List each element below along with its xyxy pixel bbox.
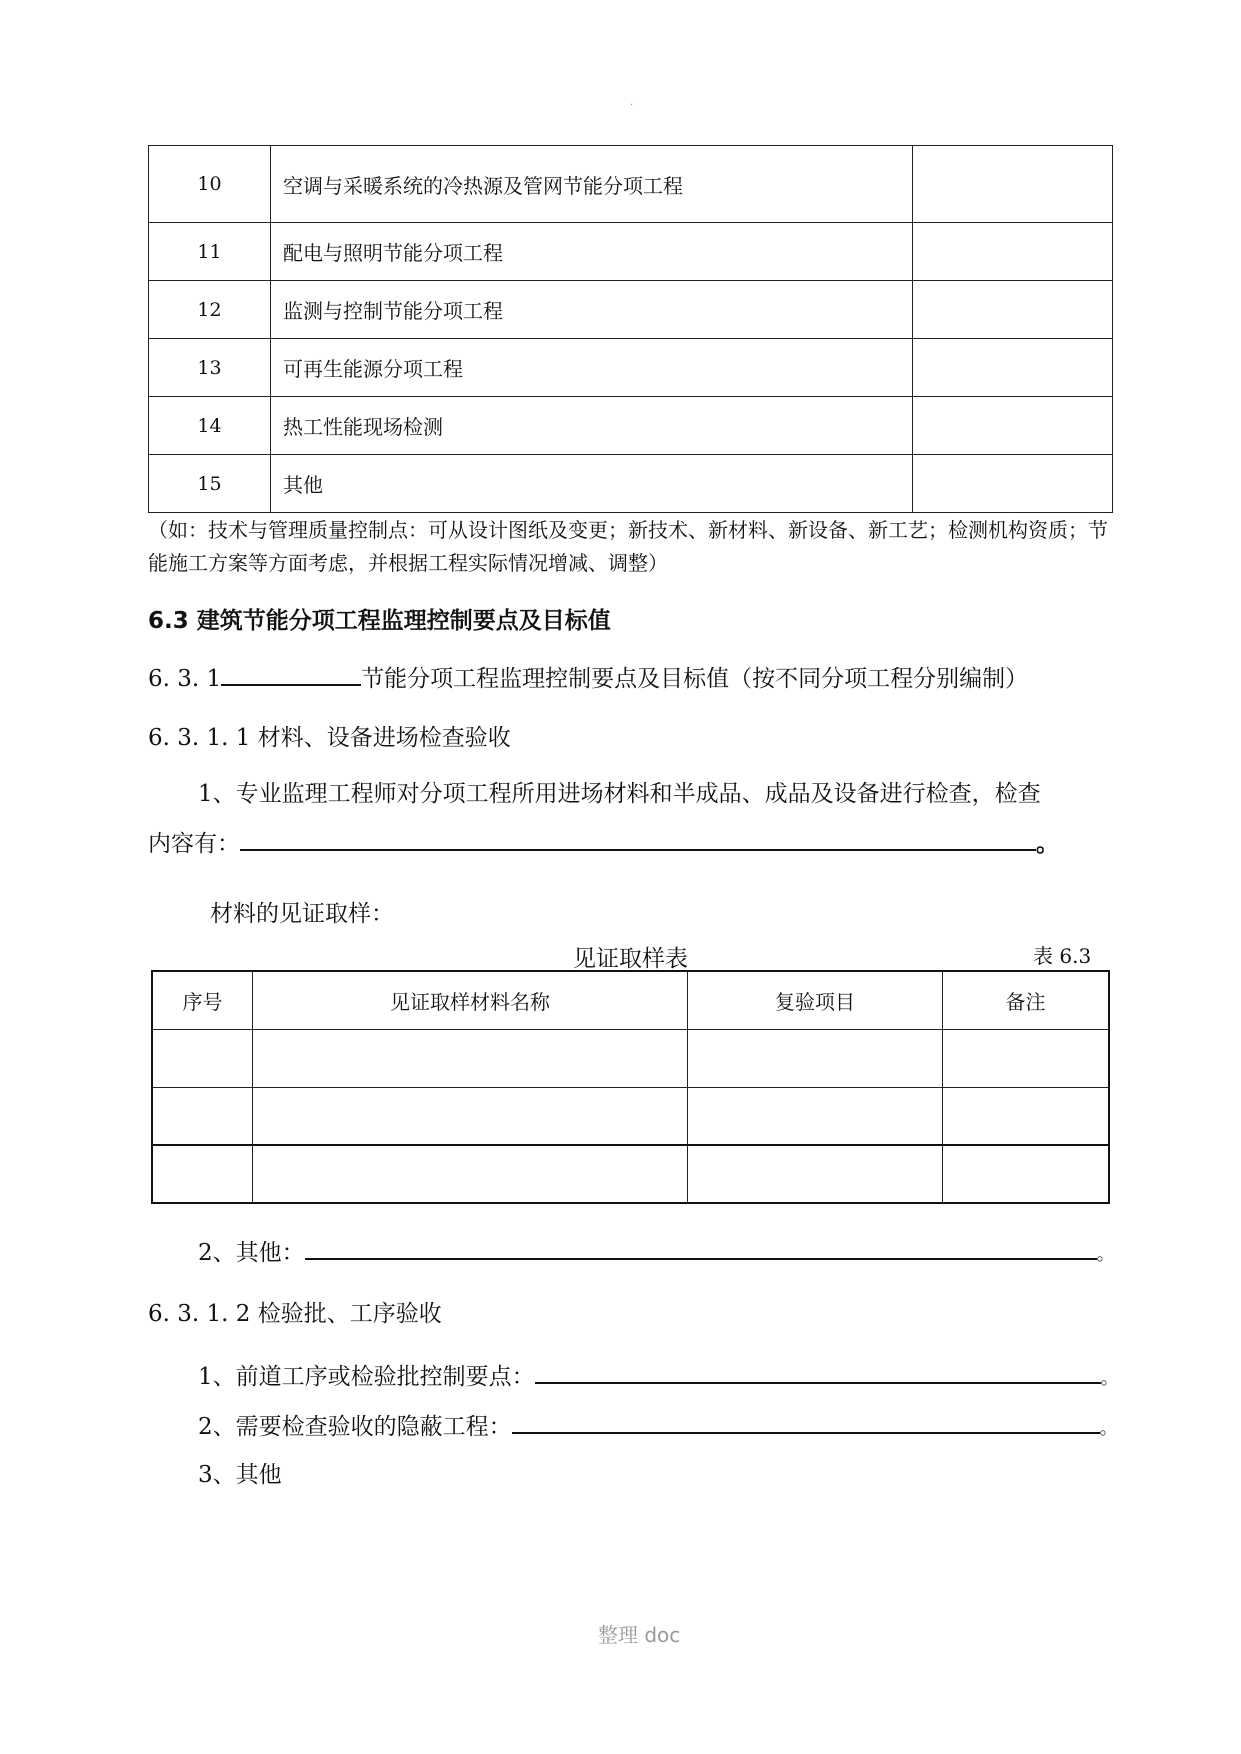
- item-b3: 3、其他: [198, 1462, 282, 1488]
- table-cell[interactable]: [152, 1145, 253, 1203]
- blank-line[interactable]: [221, 662, 361, 686]
- header-cell: 序号: [152, 971, 253, 1029]
- item-b2-label: 2、需要检查验收的隐蔽工程：: [198, 1414, 512, 1440]
- table-cell[interactable]: [943, 1145, 1110, 1203]
- table-cell[interactable]: [943, 1029, 1110, 1087]
- table-row: [152, 1145, 1109, 1203]
- table-cell[interactable]: [688, 1087, 943, 1145]
- sub-project-table: [148, 145, 1113, 513]
- table-row: [149, 223, 1113, 281]
- table-cell[interactable]: [688, 1029, 943, 1087]
- header-cell: 见证取样材料名称: [253, 971, 688, 1029]
- row-name: 配电与照明节能分项工程: [271, 223, 913, 281]
- item-b1-label: 1、前道工序或检验批控制要点：: [198, 1364, 535, 1390]
- table-row: [152, 1029, 1109, 1087]
- item-1-end: 。: [1036, 830, 1059, 857]
- blank-line[interactable]: [512, 1410, 1100, 1434]
- subsection-number: 6. 3. 1: [148, 666, 222, 692]
- row-name: 热工性能现场检测: [271, 397, 913, 455]
- item-b2-end: 。: [1099, 1418, 1118, 1439]
- item-2-end: 。: [1096, 1244, 1115, 1265]
- row-number: 15: [149, 455, 271, 513]
- table-caption: 见证取样表: [573, 946, 688, 972]
- row-extra: [913, 339, 1113, 397]
- subsection-6-3-1-2: 6. 3. 1. 2 检验批、工序验收: [148, 1301, 442, 1327]
- row-extra: [913, 146, 1113, 223]
- blank-line[interactable]: [535, 1360, 1101, 1384]
- row-name: 空调与采暖系统的冷热源及管网节能分项工程: [271, 146, 913, 223]
- table-note: （如：技术与管理质量控制点：可从设计图纸及变更；新技术、新材料、新设备、新工艺；检测机构资质；节能施工方案等方面考虑，并根据工程实际情况增减、调整）: [148, 518, 1108, 575]
- table-cell[interactable]: [152, 1029, 253, 1087]
- row-extra: [913, 281, 1113, 339]
- header-mark: ·: [630, 100, 634, 111]
- row-number: 10: [149, 146, 271, 223]
- witness-sampling-intro: 材料的见证取样：: [210, 901, 394, 927]
- table-cell[interactable]: [943, 1087, 1110, 1145]
- row-number: 14: [149, 397, 271, 455]
- table-cell[interactable]: [688, 1145, 943, 1203]
- item-b1: [198, 1358, 1158, 1391]
- row-number: 13: [149, 339, 271, 397]
- item-2: [198, 1234, 1158, 1267]
- table-number: 表 6.3: [1033, 944, 1092, 968]
- section-title: 6.3 建筑节能分项工程监理控制要点及目标值: [148, 608, 611, 634]
- row-name: 可再生能源分项工程: [271, 339, 913, 397]
- table-row: [152, 1087, 1109, 1145]
- table-cell[interactable]: [253, 1087, 688, 1145]
- item-1-line1: 1、专业监理工程师对分项工程所用进场材料和半成品、成品及设备进行检查，检查: [198, 781, 1041, 807]
- table-header-row: [152, 971, 1109, 1029]
- item-2-label: 2、其他：: [198, 1240, 305, 1266]
- blank-line[interactable]: [240, 827, 1036, 851]
- item-1-line2: [148, 825, 1148, 858]
- subsection-6-3-1-1: 6. 3. 1. 1 材料、设备进场检查验收: [148, 725, 511, 751]
- table-row: [149, 455, 1113, 513]
- item-b2: [198, 1408, 1158, 1441]
- row-name: 其他: [271, 455, 913, 513]
- item-1-label: 内容有：: [148, 831, 240, 857]
- row-extra: [913, 455, 1113, 513]
- blank-line[interactable]: [305, 1236, 1097, 1260]
- row-number: 11: [149, 223, 271, 281]
- table-cell[interactable]: [152, 1087, 253, 1145]
- table-row: [149, 339, 1113, 397]
- header-cell: 复验项目: [688, 971, 943, 1029]
- row-number: 12: [149, 281, 271, 339]
- row-extra: [913, 397, 1113, 455]
- table-row: [149, 397, 1113, 455]
- item-b1-end: 。: [1100, 1368, 1119, 1389]
- table-cell[interactable]: [253, 1029, 688, 1087]
- table-cell[interactable]: [253, 1145, 688, 1203]
- subsection-6-3-1: [148, 660, 1028, 693]
- row-name: 监测与控制节能分项工程: [271, 281, 913, 339]
- subsection-title: 节能分项工程监理控制要点及目标值（按不同分项工程分别编制）: [361, 666, 1029, 692]
- page-footer: 整理 doc: [598, 1623, 681, 1647]
- header-cell: 备注: [943, 971, 1110, 1029]
- witness-sampling-table: [151, 970, 1110, 1204]
- table-row: [149, 146, 1113, 223]
- table-row: [149, 281, 1113, 339]
- row-extra: [913, 223, 1113, 281]
